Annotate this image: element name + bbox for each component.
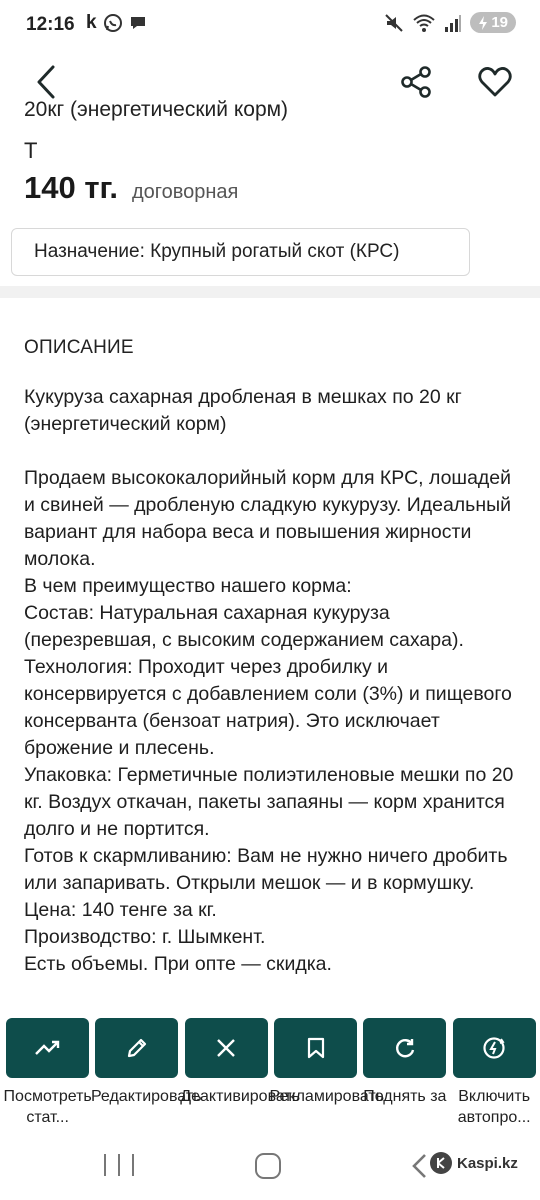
price: 140 тг. (24, 170, 118, 205)
trend-up-icon (34, 1038, 62, 1058)
action-tile[interactable] (185, 1018, 268, 1078)
system-nav-bar (0, 1140, 540, 1200)
title-fragment-text: 20кг (энергетический корм) (24, 98, 289, 121)
status-bar (0, 0, 540, 50)
signal-icon (444, 13, 462, 33)
action-label: Поднять за (363, 1088, 447, 1105)
description-body (24, 384, 524, 978)
battery-level: 19 (491, 14, 508, 31)
mute-icon (384, 13, 404, 33)
description-line: В чем преимущество нашего корма: (24, 575, 352, 597)
wifi-icon (412, 13, 436, 33)
action-label: Редактировать (90, 1088, 202, 1105)
listing-title-fragment (24, 98, 524, 136)
description-line: Продаем высококалорийный корм для КРС, лошадей и свиней — дробленую сладкую кукурузу. Идеальный вариант для набора веса и повышения жирности молока. (24, 467, 512, 570)
promote-button[interactable] (269, 1018, 385, 1128)
action-label: Посмотреть стат... (3, 1088, 92, 1126)
auto-renew-button[interactable] (452, 1018, 535, 1128)
edit-button[interactable] (90, 1018, 202, 1128)
action-bar (3, 1018, 536, 1128)
bookmark-icon (306, 1036, 326, 1060)
listing-title-tail: Т (24, 138, 38, 163)
app-k-icon: k (86, 12, 97, 33)
action-tile[interactable] (453, 1018, 536, 1078)
kaspi-logo-icon (430, 1152, 452, 1174)
action-label: Рекламировать (269, 1088, 385, 1105)
share-icon (399, 65, 433, 99)
status-time: 12:16 (26, 14, 75, 35)
deactivate-button[interactable] (180, 1018, 301, 1128)
purpose-tag: Назначение: Крупный рогатый скот (КРС) (11, 228, 470, 276)
close-icon (214, 1036, 238, 1060)
system-icons (384, 12, 516, 33)
action-label: Включить автопро... (457, 1088, 531, 1126)
view-stats-button[interactable] (3, 1018, 92, 1128)
description-spacer (24, 438, 524, 465)
description-heading: ОПИСАНИЕ (24, 337, 134, 358)
price-row (24, 170, 238, 206)
recent-apps-button[interactable] (104, 1154, 134, 1178)
bump-button[interactable] (363, 1018, 446, 1128)
battery-indicator (470, 12, 516, 33)
heart-icon (477, 66, 513, 98)
refresh-icon (393, 1036, 417, 1060)
section-divider (0, 286, 540, 298)
description-line: Технология: Проходит через дробилку и консервируется с добавлением соли (3%) и пищевого консерванта (бензоат натрия). Это исключает брожение и плесень. (24, 656, 512, 759)
chevron-left-icon (35, 64, 57, 100)
auto-renew-icon (481, 1035, 507, 1061)
watermark-text: Kaspi.kz (457, 1154, 518, 1172)
action-tile[interactable] (95, 1018, 178, 1078)
favorite-button[interactable] (474, 62, 516, 102)
share-button[interactable] (396, 62, 436, 102)
chat-icon (129, 14, 147, 32)
description-line: Состав: Натуральная сахарная кукуруза (перезревшая, с высоким содержанием сахара). (24, 602, 464, 651)
description-line: Упаковка: Герметичные полиэтиленовые мешки по 20 кг. Воздух откачан, пакеты запаяны — корм хранится долго и не портится. (24, 764, 514, 840)
description-line: Есть объемы. При опте — скидка. (24, 953, 332, 975)
nav-back-icon[interactable] (410, 1152, 428, 1180)
description-line: Производство: г. Шымкент. (24, 926, 266, 948)
action-tile[interactable] (6, 1018, 89, 1078)
kaspi-watermark (430, 1152, 518, 1174)
notification-icons (86, 12, 147, 34)
description-line: Готов к скармливанию: Вам не нужно ничего дробить или запаривать. Открыли мешок — и в кормушку. (24, 845, 508, 894)
action-label: Деактивировать (180, 1088, 301, 1105)
price-note: договорная (131, 181, 239, 203)
home-button[interactable] (255, 1153, 281, 1179)
action-tile[interactable] (274, 1018, 357, 1078)
charging-icon (478, 16, 488, 30)
description-line: Кукуруза сахарная дробленая в мешках по 20 кг (энергетический корм) (24, 386, 462, 435)
description-line: Цена: 140 тенге за кг. (24, 899, 217, 921)
action-tile[interactable] (363, 1018, 446, 1078)
pencil-icon (125, 1036, 149, 1060)
whatsapp-icon (103, 13, 123, 33)
